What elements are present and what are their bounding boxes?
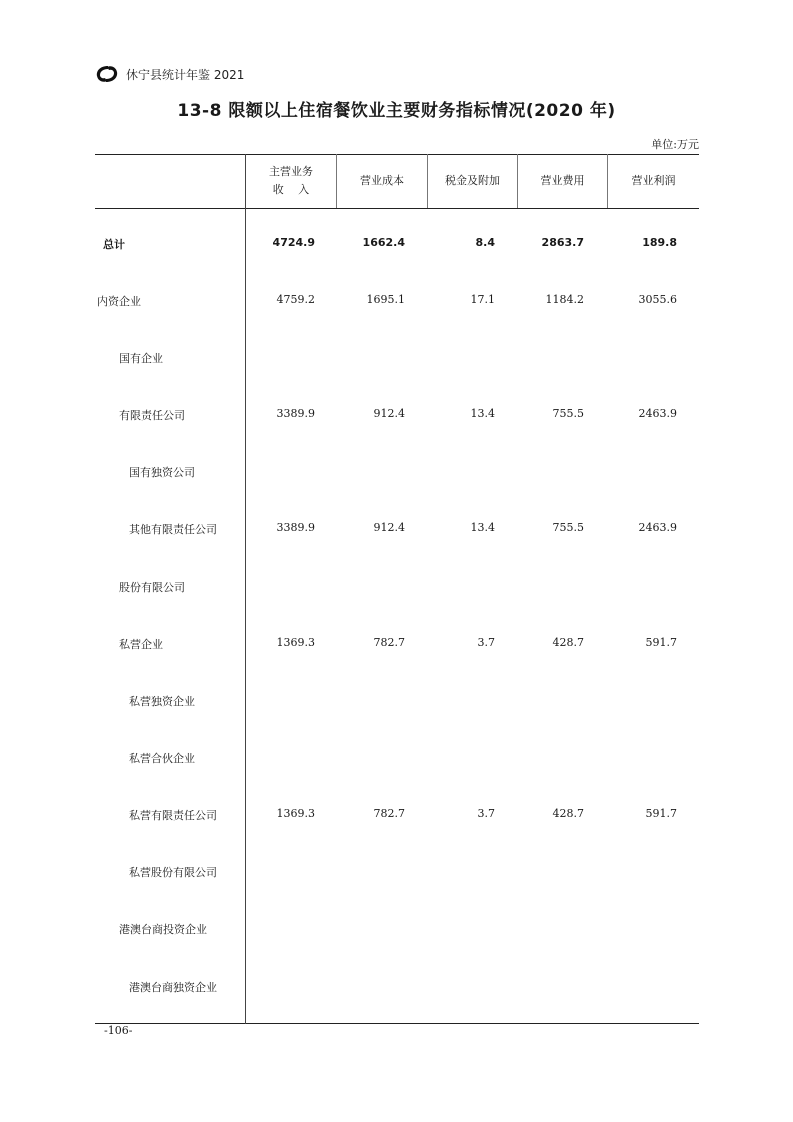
table-row [95,977,699,997]
cell-value: 782.7 [373,807,405,820]
table-row [95,405,699,425]
table-row [95,634,699,654]
column-header-line: 收 入 [272,183,310,196]
row-label: 股份有限公司 [119,581,185,594]
cell-value: 189.8 [642,236,677,249]
cell-value: 2463.9 [638,521,677,534]
table-row [95,291,699,311]
cell-value: 1184.2 [545,293,584,306]
cell-value: 8.4 [475,236,495,249]
table-bottom-rule [95,1023,699,1024]
yearbook-name: 休宁县统计年鉴 2021 [126,67,245,82]
table-row [95,805,699,825]
cell-value: 4759.2 [276,293,315,306]
row-label: 国有企业 [119,352,163,365]
page-header [94,62,244,86]
row-label: 私营股份有限公司 [129,866,217,879]
row-label: 港澳台商投资企业 [119,923,207,936]
table-row [95,348,699,368]
row-label: 国有独资公司 [129,466,195,479]
row-label: 有限责任公司 [119,409,185,422]
cell-value: 1695.1 [366,293,405,306]
row-label: 总计 [103,238,125,251]
cell-value: 428.7 [552,636,584,649]
cell-value: 1369.3 [276,807,315,820]
cell-value: 591.7 [645,636,677,649]
row-label: 内资企业 [97,295,141,308]
cell-value: 912.4 [373,407,405,420]
cell-value: 1662.4 [362,236,405,249]
cell-value: 591.7 [645,807,677,820]
table-row [95,691,699,711]
unit-label: 单位:万元 [651,138,699,151]
table-row [95,234,699,254]
column-header-line: 主营业务 [269,165,313,178]
cell-value: 17.1 [470,293,495,306]
cell-value: 3055.6 [638,293,677,306]
cell-value: 2863.7 [541,236,584,249]
cell-value: 13.4 [470,407,495,420]
row-label: 私营有限责任公司 [129,809,217,822]
cell-value: 428.7 [552,807,584,820]
table-row [95,748,699,768]
table-row [95,462,699,482]
header-bottom-rule [95,208,699,209]
page-number: -106- [104,1024,133,1037]
table-row [95,519,699,539]
column-header-taxes: 税金及附加 [445,174,500,187]
row-label: 私营独资企业 [129,695,195,708]
table-title: 13-8 限额以上住宿餐饮业主要财务指标情况(2020 年) [177,101,616,121]
row-label: 港澳台商独资企业 [129,981,217,994]
cell-value: 13.4 [470,521,495,534]
row-label: 私营企业 [119,638,163,651]
financial-table [95,154,699,1024]
yearbook-logo-icon [94,63,120,85]
column-header-operating-profit: 营业利润 [631,174,676,187]
cell-value: 755.5 [552,407,584,420]
table-row [95,862,699,882]
cell-value: 755.5 [552,521,584,534]
cell-value: 2463.9 [638,407,677,420]
cell-value: 1369.3 [276,636,315,649]
cell-value: 3.7 [477,636,495,649]
row-label: 私营合伙企业 [129,752,195,765]
cell-value: 3.7 [477,807,495,820]
cell-value: 3389.9 [276,407,315,420]
cell-value: 782.7 [373,636,405,649]
table-row [95,919,699,939]
cell-value: 3389.9 [276,521,315,534]
column-header-operating-expense: 营业费用 [540,174,585,187]
table-row [95,577,699,597]
cell-value: 4724.9 [272,236,315,249]
cell-value: 912.4 [373,521,405,534]
row-label: 其他有限责任公司 [129,523,217,536]
column-header-main-revenue [246,154,336,208]
column-header-operating-cost: 营业成本 [360,174,404,187]
